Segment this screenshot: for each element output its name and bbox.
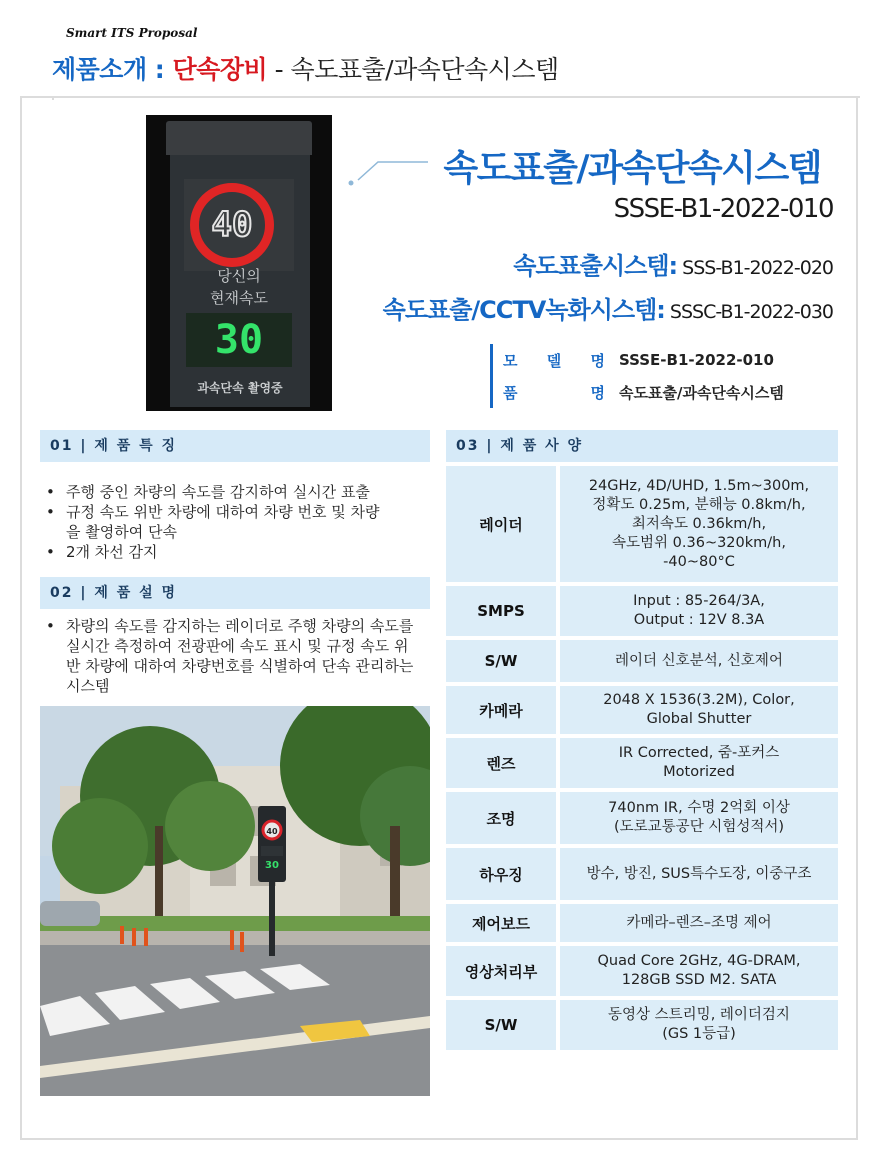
product-code: SSSE-B1-2022-010 (613, 194, 833, 224)
name-key-char: 명 (590, 383, 605, 402)
device-photo (146, 115, 332, 411)
features-header: 01 | 제 품 특 징 (40, 430, 430, 462)
current-speed-display: 30 (186, 313, 292, 367)
title-category: 제품소개 : (52, 55, 173, 84)
spec-key: 레이더 (446, 466, 556, 582)
name-key-char: 품 (503, 383, 518, 402)
spec-row (446, 792, 838, 844)
description-item: • 차량의 속도를 감지하는 레이더로 주행 차량의 속도를 실시간 측정하여 전광판에 속도 표시 및 규정 속도 위반 차량에 대하여 차량번호를 식별하여 단속 관리하는 시스템 (40, 616, 421, 696)
specs-header: 03 | 제 품 사 양 (446, 430, 838, 462)
description-header: 02 | 제 품 설 명 (40, 577, 430, 609)
street-scene (40, 706, 430, 1096)
sub-system-1-code: SSS-B1-2022-020 (677, 257, 833, 279)
feature-item: • 2개 차선 감지 (40, 542, 440, 562)
spec-row (446, 1000, 838, 1050)
model-key-char: 모 (503, 351, 518, 370)
model-key-char: 델 (546, 351, 562, 370)
spec-value: IR Corrected, 줌-포커스 Motorized (560, 738, 838, 788)
feature-item: • 주행 중인 차량의 속도를 감지하여 실시간 표출 (40, 482, 440, 502)
spec-row (446, 586, 838, 636)
device-hood (166, 121, 312, 155)
spec-row (446, 848, 838, 900)
sub-system-1 (513, 246, 833, 281)
street-sign-speed: 30 (265, 860, 279, 871)
device-footer-text: 과속단속 촬영중 (197, 381, 283, 395)
spec-value: 카메라–렌즈–조명 제어 (560, 904, 838, 942)
model-key (503, 350, 605, 371)
sub-system-2 (383, 290, 833, 325)
speed-limit-sign (184, 179, 294, 271)
spec-key: 영상처리부 (446, 946, 556, 996)
spec-row (446, 946, 838, 996)
features-list (40, 482, 440, 562)
product-title: 속도표출/과속단속시스템 (443, 148, 821, 189)
spec-row (446, 640, 838, 682)
speed-limit-ring (190, 183, 274, 267)
spec-value: 2048 X 1536(3.2M), Color, Global Shutter (560, 686, 838, 734)
device-text-line1: 당신의 (217, 267, 261, 285)
sub-system-2-code: SSSC-B1-2022-030 (664, 301, 833, 323)
sub-system-1-label: 속도표출시스템: (513, 252, 678, 280)
connector-line (348, 158, 428, 188)
title-subcategory: 단속장비 (172, 55, 268, 84)
spec-key: S/W (446, 640, 556, 682)
name-key (503, 382, 605, 403)
feature-item: • 규정 속도 위반 차량에 대하여 차량 번호 및 차량을 촬영하여 단속 (40, 502, 386, 542)
spec-value: Quad Core 2GHz, 4G-DRAM, 128GB SSD M2. SATA (560, 946, 838, 996)
spec-key: 하우징 (446, 848, 556, 900)
spec-key: 렌즈 (446, 738, 556, 788)
spec-value: 동영상 스트리밍, 레이더검지 (GS 1등급) (560, 1000, 838, 1050)
spec-row (446, 904, 838, 942)
spec-value: 740nm IR, 수명 2억회 이상 (도로교통공단 시험성적서) (560, 792, 838, 844)
spec-key: 제어보드 (446, 904, 556, 942)
model-value: SSSE-B1-2022-010 (619, 351, 774, 369)
spec-key: S/W (446, 1000, 556, 1050)
spec-row (446, 466, 838, 582)
device-text-line2: 현재속도 (210, 289, 268, 307)
model-row (503, 344, 784, 376)
sub-system-2-label: 속도표출/CCTV녹화시스템: (382, 296, 665, 324)
spec-row (446, 686, 838, 734)
spec-key: SMPS (446, 586, 556, 636)
spec-value: 24GHz, 4D/UHD, 1.5m~300m, 정확도 0.25m, 분해능 0.8km/h, 최저속도 0.36km/h, 속도범위 0.36~320km/h, -40~80°C (560, 466, 838, 582)
street-sign-limit: 40 (266, 827, 278, 836)
page-title (52, 50, 559, 86)
model-info (490, 344, 784, 408)
model-key-char: 명 (590, 351, 605, 370)
spec-value: 방수, 방진, SUS특수도장, 이중구조 (560, 848, 838, 900)
spec-value: Input : 85-264/3A, Output : 12V 8.3A (560, 586, 838, 636)
spec-row (446, 738, 838, 788)
spec-value: 레이더 신호분석, 신호제어 (560, 640, 838, 682)
street-photo (40, 706, 430, 1096)
name-row (503, 376, 784, 408)
name-value: 속도표출/과속단속시스템 (619, 383, 784, 402)
description-list (40, 616, 430, 696)
title-product: - 속도표출/과속단속시스템 (267, 55, 559, 84)
spec-key: 카메라 (446, 686, 556, 734)
speed-limit-value: 40 (211, 205, 253, 245)
spec-key: 조명 (446, 792, 556, 844)
brand-label: Smart ITS Proposal (66, 26, 198, 40)
